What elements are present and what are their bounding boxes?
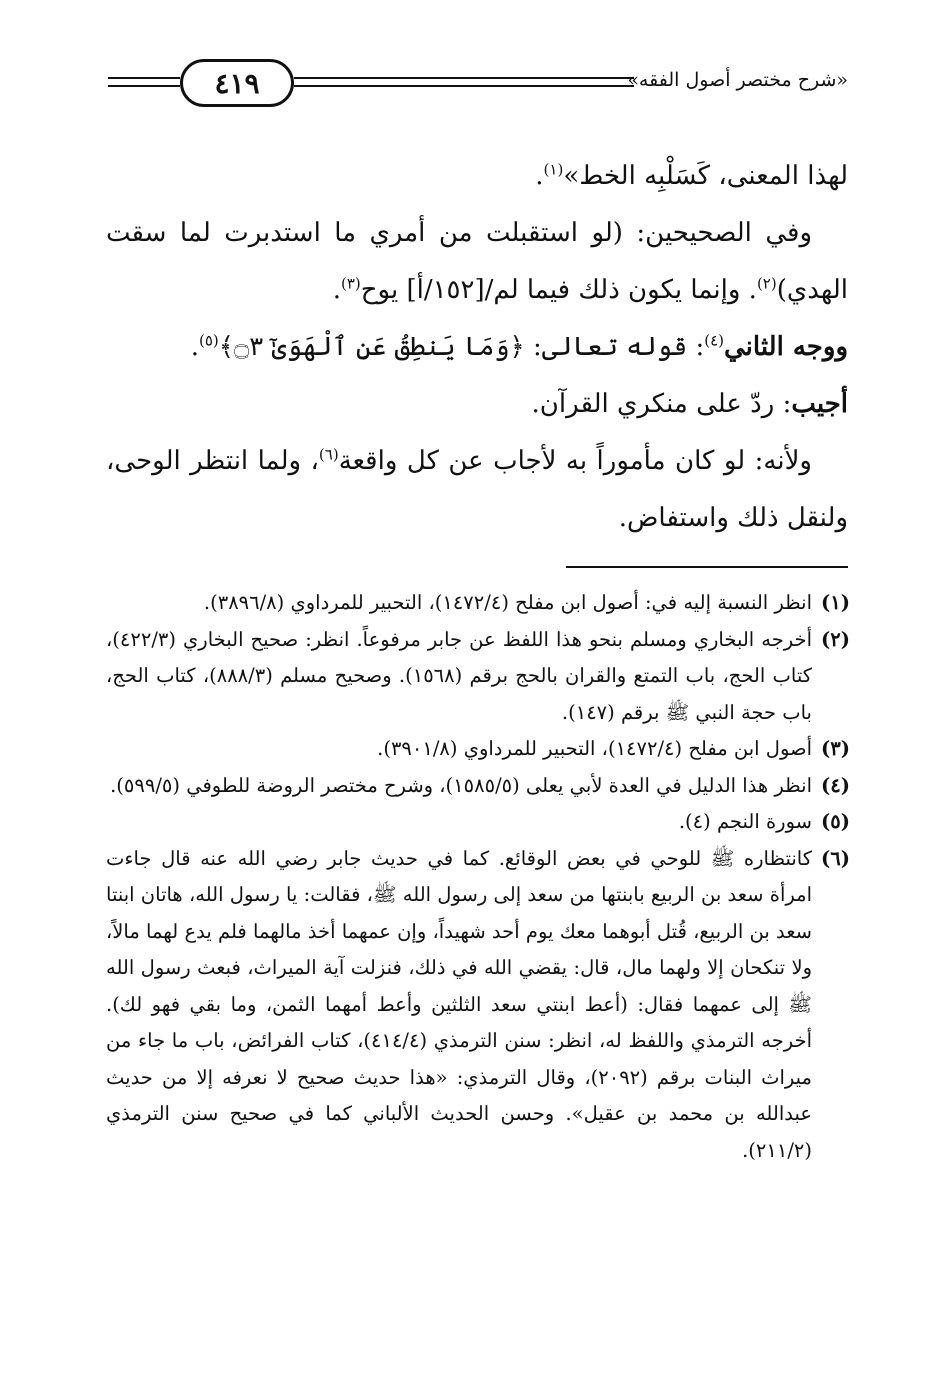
- footnote-divider: [566, 566, 848, 568]
- p2-end: .: [332, 275, 341, 305]
- footnote-text: أخرجه البخاري ومسلم بنحو هذا اللفظ عن جابر مرفوعاً. انظر: صحيح البخاري (٤٢٢/٣)، كتاب الحج، باب التمتع والقران بالحج برقم (١٥٦٨). وصحيح مسلم (٨٨٨/٣)، كتاب الحج، باب حجة النبي ﷺ برقم (١٤٧).: [106, 627, 813, 724]
- paragraph-2: [106, 205, 848, 319]
- footnote-3: [106, 731, 850, 768]
- footnote-text: انظر النسبة إليه في: أصول ابن مفلح (١٤٧٢/٤)، التحبير للمرداوي (٣٨٩٦/٨).: [203, 591, 812, 614]
- footnote-ref-5[interactable]: (٥): [199, 331, 219, 350]
- main-text: [106, 148, 848, 547]
- footnotes: [106, 585, 850, 1169]
- footnote-ref-3[interactable]: (٣): [340, 274, 361, 293]
- footnote-text: أصول ابن مفلح (١٤٧٢/٤)، التحبير للمرداوي (٣٩٠١/٨).: [377, 737, 812, 760]
- footnote-number: (٥): [821, 810, 850, 833]
- header-rule-right-bottom: [294, 85, 634, 87]
- footnote-ref-1[interactable]: (١): [543, 160, 564, 179]
- footnote-ref-6[interactable]: (٦): [318, 445, 339, 464]
- footnote-1: [106, 585, 850, 622]
- footnote-number: (٣): [821, 737, 850, 760]
- footnote-5: [106, 804, 850, 841]
- paragraph-5: [106, 433, 848, 547]
- page-header: [108, 55, 848, 115]
- page-number-badge: [180, 59, 294, 107]
- p1-text: لهذا المعنى، كَسَلْبِه الخط»: [563, 161, 848, 191]
- footnote-number: (٤): [821, 773, 850, 797]
- footnote-text: انظر هذا الدليل في العدة لأبي يعلى (١٥٨٥/٥)، وشرح مختصر الروضة للطوفي (٥٩٩/٥).: [110, 773, 812, 797]
- footnote-6: [106, 841, 850, 1170]
- p5-text-b: ، ولما انتظر الوحى، ولنقل ذلك واستفاض.: [106, 446, 848, 533]
- p3-text: : قوله تعالى: ﴿وَمَا يَنطِقُ عَنِ ٱلْهَوَىٰٓ ۝٣﴾: [218, 332, 705, 362]
- p5-text-a: ولأنه: لو كان مأموراً به لأجاب عن كل واقعة: [338, 446, 812, 476]
- footnote-text: كانتظاره ﷺ للوحي في بعض الوقائع. كما في حديث جابر رضي الله عنه قال جاءت امرأة سعد بن الربيع بابنتها من سعد إلى رسول الله ﷺ، فقالت: يا رسول الله، هاتان ابنتا سعد بن الربيع، قُتل أبوهما معك يوم أحد شهيداً، وإن عمهما أخذ مالهما فلم يدع لهما مالاً، ولا تنكحان إلا ولهما مال، قال: يقضي الله في ذلك، فنزلت آية الميراث، فبعث رسول الله ﷺ إلى عمهما فقال: (أعط ابنتي سعد الثلثين وأعط أمهما الثمن، وما بقي فهو لك). أخرجه الترمذي واللفظ له، انظر: سنن الترمذي (٤١٤/٤)، كتاب الفرائض، باب ما جاء من ميراث البنات برقم (٢٠٩٢)، وقال الترمذي: «هذا حديث صحيح لا نعرفه إلا من حديث عبدالله بن محمد بن عقيل». وحسن الحديث الألباني كما في صحيح سنن الترمذي (٢١١/٢).: [106, 846, 812, 1162]
- p2-text-a: وفي الصحيحين: (لو استقبلت من أمري ما استدبرت لما سقت الهدي): [106, 218, 848, 305]
- page-number: ٤١٩: [214, 66, 260, 100]
- header-rule-left-bottom: [108, 85, 180, 87]
- footnote-4: [106, 768, 850, 805]
- paragraph-4: [106, 376, 848, 433]
- footnote-text: سورة النجم (٤).: [678, 810, 812, 833]
- footnote-number: (١): [821, 591, 850, 614]
- running-title: «شرح مختصر أصول الفقه»: [627, 69, 848, 91]
- p4-text: : ردّ على منكري القرآن.: [531, 389, 792, 419]
- p1-end: .: [535, 161, 544, 191]
- footnote-number: (٢): [821, 627, 850, 651]
- footnote-number: (٦): [821, 846, 850, 870]
- p2-text-b: . وإنما يكون ذلك فيما لم/[١٥٢/أ] يوح: [360, 275, 757, 305]
- p3-end: .: [190, 332, 199, 362]
- paragraph-1: [106, 148, 848, 205]
- footnote-ref-2[interactable]: (٢): [756, 274, 777, 293]
- p3-label: ووجه الثاني: [724, 332, 848, 362]
- paragraph-3: [106, 319, 848, 376]
- p4-label: أجيب: [791, 389, 848, 419]
- footnote-2: [106, 622, 850, 732]
- header-rule-right-top: [294, 77, 634, 79]
- header-rule-left-top: [108, 77, 180, 79]
- footnote-ref-4[interactable]: (٤): [704, 331, 724, 350]
